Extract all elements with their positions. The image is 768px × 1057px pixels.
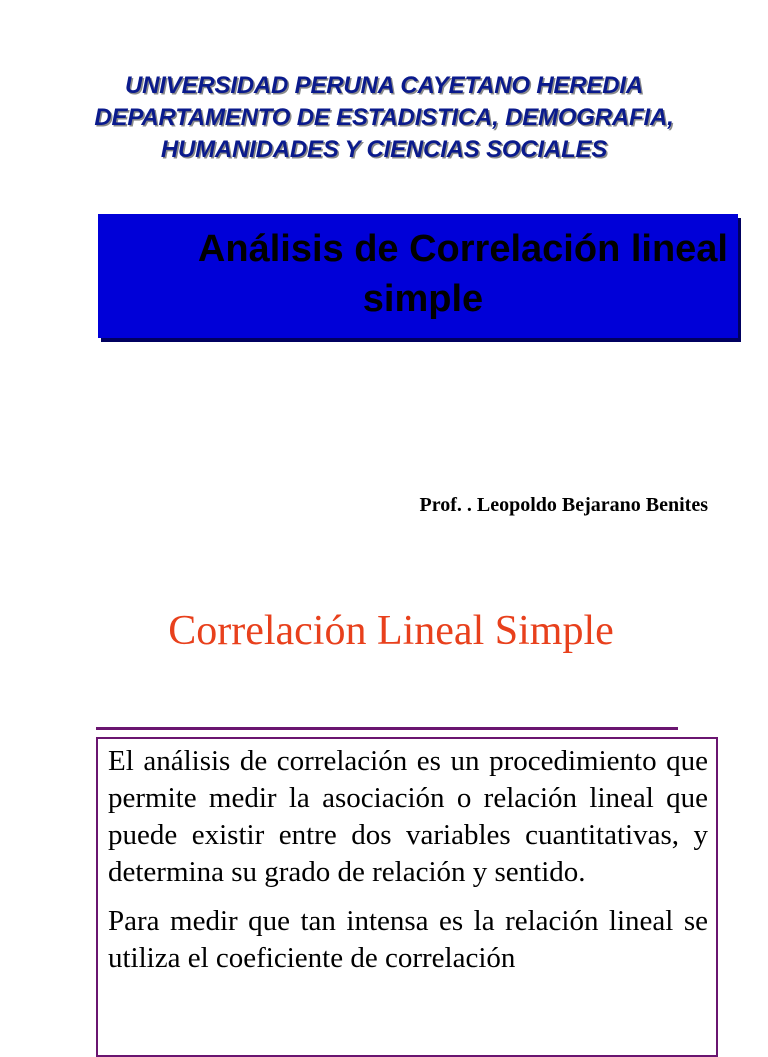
content-box [96,737,718,1057]
title-line-2: simple [362,278,484,320]
author-name: Prof. . Leopoldo Bejarano Benites [419,494,708,516]
university-header [0,70,768,166]
header-line-3: HUMANIDADES Y CIENCIAS SOCIALES [160,136,608,163]
header-line-1: UNIVERSIDAD PERUNA CAYETANO HEREDIA [125,72,643,99]
header-line-2: DEPARTAMENTO DE ESTADISTICA, DEMOGRAFIA, [94,104,674,131]
slide-title: Correlación Lineal Simple [168,608,614,654]
title-divider [96,727,678,730]
presentation-title [98,224,748,324]
paragraph-1: El análisis de correlación es un procedimiento que permite medir la asociación o relación lineal que puede existir entre dos variables cuantitativas, y determina su grado de relación y sentido. [108,745,708,888]
slide-2 [0,565,768,1024]
title-line-1: Análisis de Correlación lineal [197,228,728,270]
paragraph-2: Para medir que tan intensa es la relación lineal se utiliza el coeficiente de correlación [108,905,708,974]
